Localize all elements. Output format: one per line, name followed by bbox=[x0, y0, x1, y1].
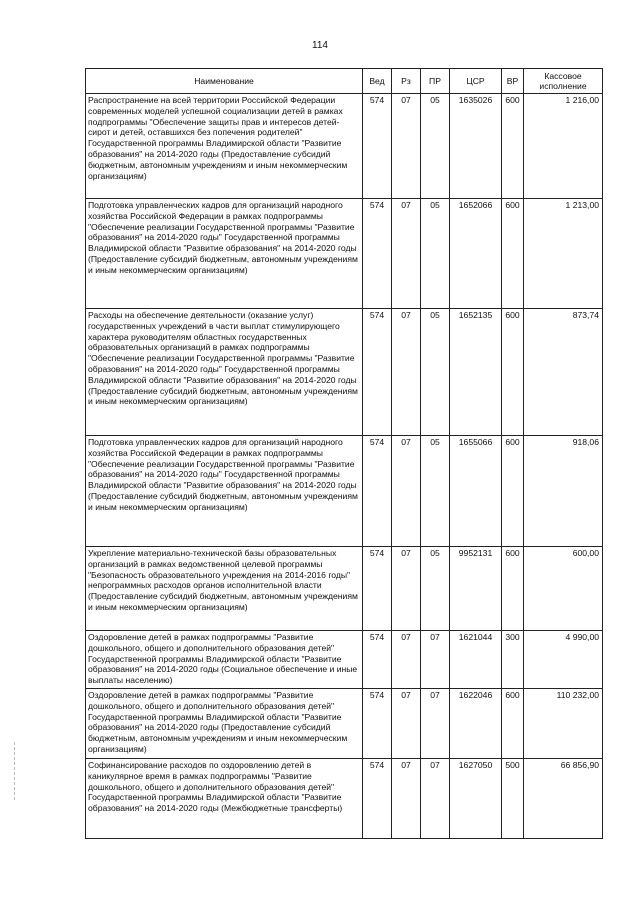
row-amount: 918,06 bbox=[524, 436, 603, 547]
header-amount: Кассовое исполнение bbox=[524, 69, 603, 94]
row-csr: 1621044 bbox=[450, 631, 502, 689]
table-row bbox=[86, 759, 603, 839]
table-header-row bbox=[86, 69, 603, 94]
row-rz: 07 bbox=[392, 631, 421, 689]
row-rz: 07 bbox=[392, 689, 421, 759]
scan-artifact-line bbox=[14, 742, 16, 800]
row-amount: 1 216,00 bbox=[524, 94, 603, 199]
row-name: Укрепление материально-технической базы образовательных организаций в рамках ведомственной целевой программы "Безопасность образовательного учреждения на 2014-2016 годы" непрограммных расходов органов исполнительной власти (Предоставление субсидий бюджетным, автономным учреждениям и иным некоммерческим организациям) bbox=[86, 547, 363, 631]
row-pr: 05 bbox=[421, 309, 450, 436]
row-csr: 1622046 bbox=[450, 689, 502, 759]
row-amount: 1 213,00 bbox=[524, 199, 603, 309]
header-ved: Вед bbox=[363, 69, 392, 94]
row-csr: 1655066 bbox=[450, 436, 502, 547]
row-vr: 600 bbox=[502, 689, 524, 759]
budget-table bbox=[85, 68, 603, 839]
row-rz: 07 bbox=[392, 199, 421, 309]
table-row bbox=[86, 689, 603, 759]
row-pr: 05 bbox=[421, 94, 450, 199]
header-vr: ВР bbox=[502, 69, 524, 94]
row-pr: 07 bbox=[421, 631, 450, 689]
row-rz: 07 bbox=[392, 309, 421, 436]
row-ved: 574 bbox=[363, 309, 392, 436]
table-row bbox=[86, 94, 603, 199]
page-number: 114 bbox=[312, 40, 328, 51]
header-csr: ЦСР bbox=[450, 69, 502, 94]
row-pr: 07 bbox=[421, 689, 450, 759]
header-name: Наименование bbox=[86, 69, 363, 94]
row-pr: 05 bbox=[421, 547, 450, 631]
table-row bbox=[86, 436, 603, 547]
row-amount: 873,74 bbox=[524, 309, 603, 436]
table-row bbox=[86, 199, 603, 309]
table-row bbox=[86, 547, 603, 631]
row-name: Расходы на обеспечение деятельности (оказание услуг) государственных учреждений в части выплат стимулирующего характера руководителям областных государственных образовательных организаций в рамках подпрограммы "Обеспечение реализации Государственной программы "Развитие образования" на 2014-2020 годы" Государственной программы Владимирской области "Развитие образования" на 2014-2020 годы (Предоставление субсидий бюджетным, автономным учреждениям и иным некоммерческим организациям) bbox=[86, 309, 363, 436]
row-name: Подготовка управленческих кадров для организаций народного хозяйства Российской Федерации в рамках подпрограммы "Обеспечение реализации Государственной программы "Развитие образования" на 2014-2020 годы" Государственной программы Владимирской области "Развитие образования" на 2014-2020 годы (Предоставление субсидий бюджетным, автономным учреждениям и иным некоммерческим организациям) bbox=[86, 436, 363, 547]
row-name: Подготовка управленческих кадров для организаций народного хозяйства Российской Федерации в рамках подпрограммы "Обеспечение реализации Государственной программы "Развитие образования" на 2014-2020 годы" Государственной программы Владимирской области "Развитие образования" на 2014-2020 годы (Предоставление субсидий бюджетным, автономным учреждениям и иным некоммерческим организациям) bbox=[86, 199, 363, 309]
row-csr: 1635026 bbox=[450, 94, 502, 199]
row-vr: 600 bbox=[502, 436, 524, 547]
row-name: Распространение на всей территории Российской Федерации современных моделей успешной социализации детей в рамках подпрограммы "Обеспечение защиты прав и интересов детей-сирот и детей, оставшихся без попечения родителей" Государственной программы Владимирской области "Развитие образования" на 2014-2020 годы (Предоставление субсидий бюджетным, автономным учреждениям и иным некоммерческим организациям) bbox=[86, 94, 363, 199]
row-rz: 07 bbox=[392, 436, 421, 547]
row-pr: 05 bbox=[421, 436, 450, 547]
row-rz: 07 bbox=[392, 759, 421, 839]
row-amount: 110 232,00 bbox=[524, 689, 603, 759]
row-csr: 1652135 bbox=[450, 309, 502, 436]
row-name: Оздоровление детей в рамках подпрограммы "Развитие дошкольного, общего и дополнительного образования детей" Государственной программы Владимирской области "Развитие образования" на 2014-2020 годы (Предоставление субсидий бюджетным, автономным учреждениям и иным некоммерческим организациям) bbox=[86, 689, 363, 759]
row-vr: 300 bbox=[502, 631, 524, 689]
row-csr: 1627050 bbox=[450, 759, 502, 839]
row-pr: 05 bbox=[421, 199, 450, 309]
row-amount: 66 856,90 bbox=[524, 759, 603, 839]
row-amount: 4 990,00 bbox=[524, 631, 603, 689]
table-row bbox=[86, 631, 603, 689]
row-amount: 600,00 bbox=[524, 547, 603, 631]
row-ved: 574 bbox=[363, 631, 392, 689]
row-name: Софинансирование расходов по оздоровлению детей в каникулярное время в рамках подпрограммы "Развитие дошкольного, общего и дополнительного образования детей" Государственной программы Владимирской области "Развитие образования" на 2014-2020 годы (Межбюджетные трансферты) bbox=[86, 759, 363, 839]
row-rz: 07 bbox=[392, 94, 421, 199]
header-rz: Рз bbox=[392, 69, 421, 94]
row-pr: 07 bbox=[421, 759, 450, 839]
row-vr: 600 bbox=[502, 309, 524, 436]
row-ved: 574 bbox=[363, 199, 392, 309]
row-csr: 1652066 bbox=[450, 199, 502, 309]
row-ved: 574 bbox=[363, 689, 392, 759]
row-vr: 600 bbox=[502, 94, 524, 199]
row-ved: 574 bbox=[363, 436, 392, 547]
row-vr: 600 bbox=[502, 199, 524, 309]
row-ved: 574 bbox=[363, 547, 392, 631]
table-row bbox=[86, 309, 603, 436]
header-pr: ПР bbox=[421, 69, 450, 94]
row-ved: 574 bbox=[363, 94, 392, 199]
row-csr: 9952131 bbox=[450, 547, 502, 631]
row-name: Оздоровление детей в рамках подпрограммы "Развитие дошкольного, общего и дополнительного образования детей" Государственной программы Владимирской области "Развитие образования" на 2014-2020 годы (Социальное обеспечение и иные выплаты населению) bbox=[86, 631, 363, 689]
row-vr: 500 bbox=[502, 759, 524, 839]
row-rz: 07 bbox=[392, 547, 421, 631]
row-ved: 574 bbox=[363, 759, 392, 839]
row-vr: 600 bbox=[502, 547, 524, 631]
